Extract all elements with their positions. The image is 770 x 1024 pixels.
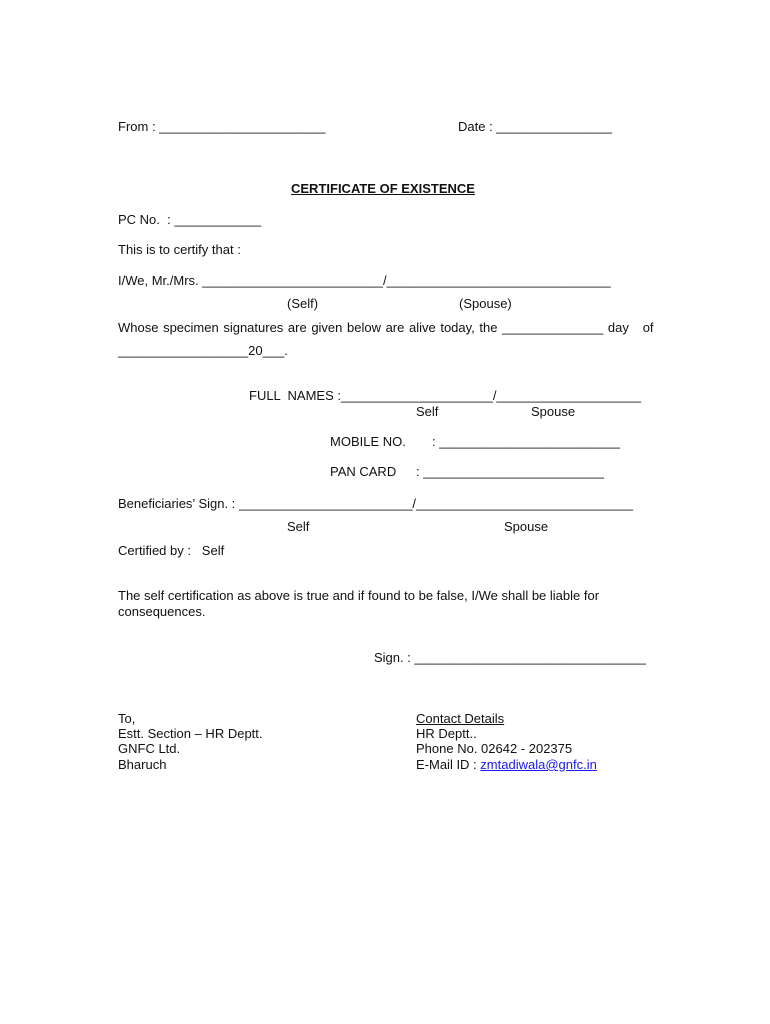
full-names-self-label: Self bbox=[416, 404, 439, 419]
pc-number-field: PC No. : ____________ bbox=[118, 212, 262, 227]
to-company: GNFC Ltd. bbox=[118, 741, 181, 756]
contact-dept: HR Deptt.. bbox=[416, 726, 477, 741]
beneficiaries-self-label: Self bbox=[287, 519, 310, 534]
names-line: I/We, Mr./Mrs. _________________________/_______________________________ bbox=[118, 273, 611, 288]
email-link[interactable]: zmtadiwala@gnfc.in bbox=[480, 757, 597, 772]
mobile-field: : _________________________ bbox=[432, 434, 620, 449]
pan-label: PAN CARD bbox=[330, 464, 397, 479]
to-section: Estt. Section – HR Deptt. bbox=[118, 726, 263, 741]
contact-email-row bbox=[416, 757, 597, 772]
certify-text: This is to certify that : bbox=[118, 242, 241, 257]
document-title: CERTIFICATE OF EXISTENCE bbox=[291, 181, 475, 196]
email-label: E-Mail ID : bbox=[416, 757, 481, 772]
certified-by: Certified by : Self bbox=[118, 543, 225, 558]
declaration-line-2: consequences. bbox=[118, 604, 206, 619]
full-names-line: FULL NAMES :_____________________/____________________ bbox=[249, 388, 642, 403]
spouse-label: (Spouse) bbox=[459, 296, 512, 311]
beneficiaries-spouse-label: Spouse bbox=[504, 519, 549, 534]
pan-field: : _________________________ bbox=[416, 464, 604, 479]
full-names-spouse-label: Spouse bbox=[531, 404, 576, 419]
self-label: (Self) bbox=[287, 296, 319, 311]
contact-heading: Contact Details bbox=[416, 711, 505, 726]
mobile-label: MOBILE NO. bbox=[330, 434, 406, 449]
to-label: To, bbox=[118, 711, 136, 726]
specimen-signature-text: Whose specimen signatures are given below are alive today, the ______________ day of bbox=[118, 320, 654, 335]
declaration-line-1: The self certification as above is true and if found to be false, I/We shall be liable for bbox=[118, 588, 600, 603]
sign-line: Sign. : ________________________________ bbox=[374, 650, 646, 665]
date-field: Date : ________________ bbox=[458, 119, 612, 134]
beneficiaries-sign-line: Beneficiaries’ Sign. : ________________________/______________________________ bbox=[118, 496, 633, 511]
from-field: From : _______________________ bbox=[118, 119, 326, 134]
year-line: __________________20___. bbox=[118, 343, 288, 358]
contact-phone: Phone No. 02642 - 202375 bbox=[416, 741, 573, 756]
to-city: Bharuch bbox=[118, 757, 167, 772]
